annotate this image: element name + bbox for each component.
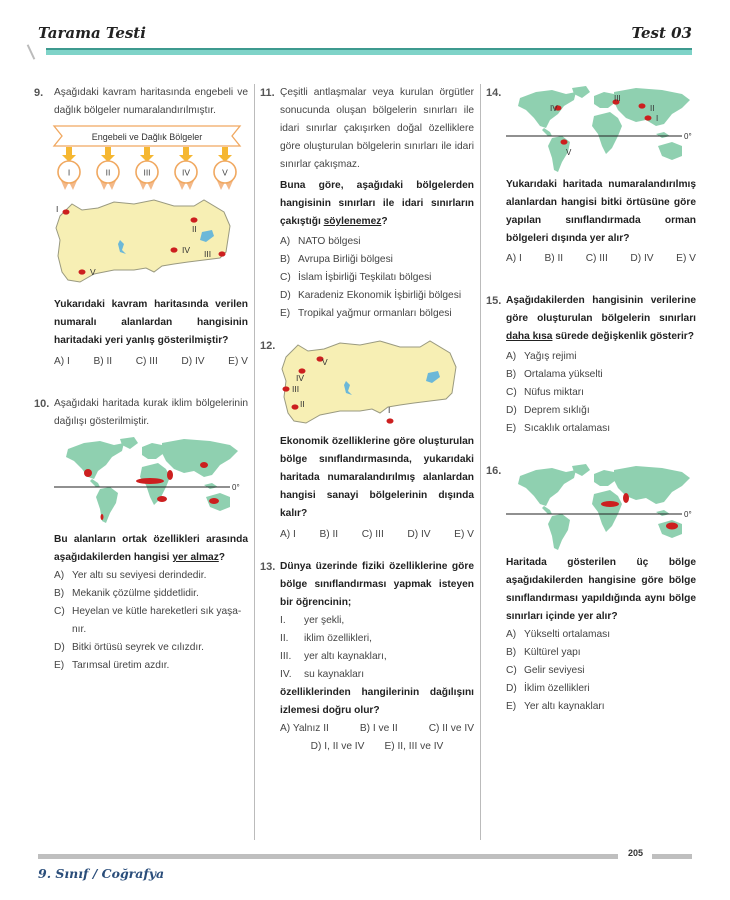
turkey-map-q12 xyxy=(280,337,470,429)
question-text: Bu alanların ortak özellikleri arasında aşağıdakilerden hangisi yer almaz? xyxy=(54,534,248,563)
landmass xyxy=(594,92,616,108)
roman-item xyxy=(280,666,474,684)
answer-option[interactable] xyxy=(506,680,696,698)
answer-option[interactable]: D) IV xyxy=(181,356,205,367)
column-divider xyxy=(480,84,481,840)
map-marker xyxy=(79,269,86,274)
option-letter: C) xyxy=(506,665,517,676)
arid-region-marker xyxy=(209,498,219,504)
roman-item xyxy=(280,612,474,630)
map-marker-label: I xyxy=(656,114,659,123)
arid-region-marker xyxy=(101,514,104,520)
question-15 xyxy=(486,292,696,438)
arid-region-marker xyxy=(666,523,678,530)
badge-label: III xyxy=(143,167,151,178)
option-text: Bitki örtüsü seyrek ve cılızdır. xyxy=(72,642,204,653)
option-letter: B) xyxy=(506,369,517,380)
roman-numeral: II. xyxy=(280,633,289,644)
column-divider xyxy=(254,84,255,840)
world-map-q14 xyxy=(506,84,696,172)
answer-option[interactable]: A) I xyxy=(54,356,70,367)
map-marker-label: V xyxy=(566,148,572,157)
answer-option[interactable] xyxy=(280,287,474,305)
map-marker-label: IV xyxy=(182,245,191,255)
question-16 xyxy=(486,462,696,716)
answer-option[interactable] xyxy=(54,567,248,585)
answer-option[interactable] xyxy=(506,402,696,420)
roman-numeral: III. xyxy=(280,651,292,662)
map-marker xyxy=(561,139,568,144)
landmass xyxy=(656,510,670,516)
answer-option[interactable]: E) V xyxy=(454,529,474,540)
landmass xyxy=(592,490,622,532)
arid-region-marker xyxy=(623,493,629,503)
option-letter: D) xyxy=(506,405,517,416)
answer-option[interactable] xyxy=(280,233,474,251)
question-text: Ekonomik özelliklerine göre oluşturulan bölge sınıflandırmasında, yukarıdaki haritada numaralandırılmış alanlardan hangisi sanayi bölgelerinin dışında kalır? xyxy=(280,436,474,519)
option-letter: B) xyxy=(54,588,65,599)
map-marker xyxy=(191,217,198,222)
map-marker xyxy=(292,404,299,409)
world-map-q10 xyxy=(54,435,248,527)
option-letter: A) xyxy=(506,351,517,362)
map-marker xyxy=(171,247,178,252)
answer-option[interactable]: A) Yalnız II xyxy=(280,723,329,734)
arid-region-marker xyxy=(601,501,619,507)
roman-numeral: I. xyxy=(280,615,286,626)
landmass xyxy=(90,479,100,487)
question-text: özelliklerinden hangilerinin dağılışını izlemesi doğru olur? xyxy=(280,687,474,716)
map-marker xyxy=(283,386,290,391)
answer-option xyxy=(54,621,248,639)
answer-option[interactable] xyxy=(506,348,696,366)
option-letter: A) xyxy=(280,236,291,247)
answer-option[interactable] xyxy=(506,644,696,662)
concept-badge xyxy=(97,147,119,190)
option-letter: A) xyxy=(506,629,517,640)
map-marker-label: IV xyxy=(296,373,305,383)
map-marker-label: I xyxy=(56,204,59,214)
answer-option[interactable] xyxy=(506,366,696,384)
answer-option[interactable]: E) II, III ve IV xyxy=(384,741,444,752)
question-text: Haritada gösterilen üç bölge aşağıdakilerden hangisine göre bölge sınıflandırması yapıldığında aynı bölge sınırları içinde yer alır? xyxy=(506,557,696,622)
header-title-right: Test 03 xyxy=(631,24,692,42)
footer-divider xyxy=(652,854,692,859)
answer-option[interactable]: D) I, II ve IV xyxy=(310,741,365,752)
answer-option[interactable]: A) I xyxy=(506,253,522,264)
map-marker-label: V xyxy=(90,267,96,277)
concept-title: Engebeli ve Dağlık Bölgeler xyxy=(91,132,203,142)
concept-map xyxy=(50,124,244,192)
roman-item-text: yer şekli, xyxy=(304,615,345,626)
roman-item-text: iklim özellikleri, xyxy=(304,633,372,644)
option-text: NATO bölgesi xyxy=(298,236,361,247)
question-number: 9. xyxy=(34,87,44,99)
answer-option[interactable] xyxy=(54,657,248,675)
question-12 xyxy=(260,337,474,544)
question-text: Yukarıdaki kavram haritasında verilen numaralı alanlardan hangisinin haritadaki yeri yanlış gösterilmiştir? xyxy=(54,299,248,346)
question-9 xyxy=(34,84,248,371)
answer-option[interactable] xyxy=(280,305,474,323)
answer-option[interactable] xyxy=(506,626,696,644)
question-10 xyxy=(34,395,248,675)
option-letter: B) xyxy=(506,647,517,658)
question-number: 15. xyxy=(486,295,502,307)
question-11 xyxy=(260,84,474,323)
option-text: Sıcaklık ortalaması xyxy=(524,423,611,434)
header-decoration xyxy=(27,44,36,59)
badge-label: IV xyxy=(181,167,191,178)
landmass xyxy=(96,487,118,523)
answer-option[interactable]: B) II xyxy=(93,356,113,367)
option-letter: A) xyxy=(54,570,65,581)
option-letter: D) xyxy=(280,290,291,301)
badge-label: V xyxy=(222,167,228,178)
answer-option[interactable]: B) I ve II xyxy=(359,723,398,734)
answer-options xyxy=(506,250,696,268)
landmass xyxy=(204,483,218,489)
option-text: Tarımsal üretim azdır. xyxy=(72,660,170,671)
question-stem: Çeşitli antlaşmalar veya kurulan örgütler sonucunda oluşan bölgelerin sınırları ile idari sınırlar çakışırken doğal özelliklere göre oluşturulan bölgelerin sınırları ile idari sınırlar çakışmaz. xyxy=(280,87,474,170)
answer-option[interactable] xyxy=(280,251,474,269)
question-number: 16. xyxy=(486,465,502,477)
header-divider xyxy=(46,48,692,55)
map-marker-label: III xyxy=(614,94,621,103)
map-marker-label: V xyxy=(322,357,328,367)
answer-option[interactable] xyxy=(54,603,248,621)
badge-label: I xyxy=(67,167,71,178)
roman-item-text: yer altı kaynakları, xyxy=(304,651,387,662)
roman-numeral: IV. xyxy=(280,669,292,680)
roman-items xyxy=(280,612,474,684)
option-text: Yer altı kaynakları xyxy=(524,701,605,712)
turkey-map-q9 xyxy=(54,196,244,292)
badge-label: II xyxy=(105,167,111,178)
question-stem: Aşağıdaki haritada kurak iklim bölgelerinin dağılışı gösterilmiştir. xyxy=(54,398,248,427)
option-text: Gelir seviyesi xyxy=(524,665,585,676)
landmass xyxy=(142,443,164,459)
answer-option[interactable] xyxy=(54,585,248,603)
question-number: 10. xyxy=(34,398,50,410)
option-letter: C) xyxy=(54,606,65,617)
landmass xyxy=(542,128,552,136)
map-marker xyxy=(639,103,646,108)
option-letter: C) xyxy=(506,387,517,398)
answer-options xyxy=(54,567,248,675)
answer-option[interactable] xyxy=(506,384,696,402)
answer-options xyxy=(280,233,474,323)
map-marker-label: III xyxy=(292,384,300,394)
equator-label: 0° xyxy=(684,132,692,141)
option-letter: E) xyxy=(506,423,517,434)
question-text: Yukarıdaki haritada numaralandırılmış alanlardan hangisi bitki örtüsüne göre yapılan sınıflandırmada orman bölgeleri dışında yer alır? xyxy=(506,179,696,244)
option-text: Deprem sıklığı xyxy=(524,405,590,416)
option-letter: E) xyxy=(506,701,517,712)
question-number: 13. xyxy=(260,561,276,573)
option-text: Ortalama yükselti xyxy=(524,369,603,380)
landmass xyxy=(542,506,552,514)
equator-label: 0° xyxy=(684,510,692,519)
option-text: Yağış rejimi xyxy=(524,351,577,362)
answer-option[interactable]: D) IV xyxy=(630,253,654,264)
page-number: 205 xyxy=(628,848,644,858)
question-stem: Dünya üzerinde fiziki özelliklerine göre bölge sınıflandırması yapmak isteyen bir öğrencinin; xyxy=(280,561,474,608)
question-text: Aşağıdakilerden hangisinin verilerine göre oluşturulan bölgelerin sınırları daha kısa sürede değişkenlik gösterir? xyxy=(506,295,696,342)
option-letter: D) xyxy=(506,683,517,694)
answer-option[interactable]: E) V xyxy=(676,253,696,264)
answer-options xyxy=(280,738,474,756)
question-number: 12. xyxy=(260,340,276,352)
option-text: Nüfus miktarı xyxy=(524,387,585,398)
landmass xyxy=(548,514,570,550)
option-text: Karadeniz Ekonomik İşbirliği bölgesi xyxy=(298,290,462,301)
option-letter: E) xyxy=(54,660,65,671)
map-marker-label: IV xyxy=(550,104,558,113)
question-text: Buna göre, aşağıdaki bölgelerden hangisinin sınırları ile idari sınırların çakıştığı söylenemez? xyxy=(280,180,474,227)
option-text: Yer altı su seviyesi derindedir. xyxy=(72,570,207,581)
answer-option[interactable]: C) II ve IV xyxy=(428,723,474,734)
header-title-left: Tarama Testi xyxy=(38,24,146,42)
map-marker-label: I xyxy=(388,405,391,415)
answer-option[interactable]: D) IV xyxy=(407,529,431,540)
answer-option[interactable]: B) II xyxy=(319,529,339,540)
answer-option[interactable] xyxy=(280,269,474,287)
column-2 xyxy=(260,84,474,756)
roman-item xyxy=(280,630,474,648)
arid-region-marker xyxy=(157,496,167,502)
option-letter xyxy=(54,621,72,639)
option-letter: C) xyxy=(280,272,291,283)
landmass xyxy=(66,441,124,479)
roman-item-text: su kaynakları xyxy=(304,669,365,680)
option-text: Mekanik çözülme şiddetlidir. xyxy=(72,588,199,599)
answer-option[interactable] xyxy=(54,639,248,657)
option-text: Yükselti ortalaması xyxy=(524,629,611,640)
world-map-q16 xyxy=(506,462,696,550)
option-text: Heyelan ve kütle hareketleri sık yaşa- xyxy=(72,606,242,617)
footer-course-title: 9. Sınıf / Coğrafya xyxy=(38,866,165,881)
answer-options xyxy=(280,526,474,544)
option-text: İslam İşbirliği Teşkilatı bölgesi xyxy=(298,272,432,283)
answer-options xyxy=(506,626,696,716)
answer-options xyxy=(280,720,474,738)
landmass xyxy=(592,112,622,154)
map-marker-label: III xyxy=(204,249,212,259)
landmass xyxy=(594,470,616,486)
concept-badge xyxy=(175,147,197,190)
option-text: nır. xyxy=(72,624,87,635)
arid-region-marker xyxy=(200,462,208,468)
map-marker xyxy=(219,251,226,256)
question-number: 11. xyxy=(260,87,275,99)
question-14 xyxy=(486,84,696,268)
answer-option[interactable]: C) III xyxy=(585,253,608,264)
answer-options xyxy=(506,348,696,438)
question-number: 14. xyxy=(486,87,502,99)
map-marker-label: II xyxy=(192,224,197,234)
map-marker-label: II xyxy=(300,399,305,409)
answer-option[interactable] xyxy=(506,662,696,680)
map-marker xyxy=(63,209,70,214)
arid-region-marker xyxy=(136,478,164,484)
equator-label: 0° xyxy=(232,483,240,492)
answer-option[interactable]: A) I xyxy=(280,529,296,540)
column-1 xyxy=(34,84,248,675)
option-letter: B) xyxy=(280,254,291,265)
answer-options xyxy=(54,353,248,371)
option-letter: E) xyxy=(280,308,291,319)
landmass xyxy=(518,468,576,506)
question-13 xyxy=(260,558,474,756)
concept-badge xyxy=(136,147,158,190)
roman-item xyxy=(280,648,474,666)
option-text: Tropikal yağmur ormanları bölgesi xyxy=(298,308,452,319)
landmass xyxy=(658,142,682,160)
column-3 xyxy=(486,84,696,716)
option-text: Kültürel yapı xyxy=(524,647,581,658)
landmass xyxy=(162,439,238,477)
map-marker xyxy=(645,115,652,120)
answer-option[interactable]: E) V xyxy=(228,356,248,367)
concept-badge xyxy=(58,147,80,190)
map-marker xyxy=(387,418,394,423)
answer-option[interactable]: B) II xyxy=(544,253,564,264)
map-marker-label: II xyxy=(650,104,655,113)
footer-divider xyxy=(38,854,618,859)
answer-option[interactable] xyxy=(506,698,696,716)
answer-option[interactable]: C) III xyxy=(361,529,384,540)
question-stem: Aşağıdaki kavram haritasında engebeli ve dağlık bölgeler numaralandırılmıştır. xyxy=(54,87,248,116)
option-letter: D) xyxy=(54,642,65,653)
landmass xyxy=(518,90,576,128)
answer-option[interactable] xyxy=(506,420,696,438)
option-text: Avrupa Birliği bölgesi xyxy=(298,254,393,265)
answer-option[interactable]: C) III xyxy=(135,356,158,367)
landmass xyxy=(656,132,670,138)
concept-badge xyxy=(214,147,236,190)
option-text: İklim özellikleri xyxy=(524,683,590,694)
arid-region-marker xyxy=(84,469,92,477)
arid-region-marker xyxy=(167,470,173,480)
